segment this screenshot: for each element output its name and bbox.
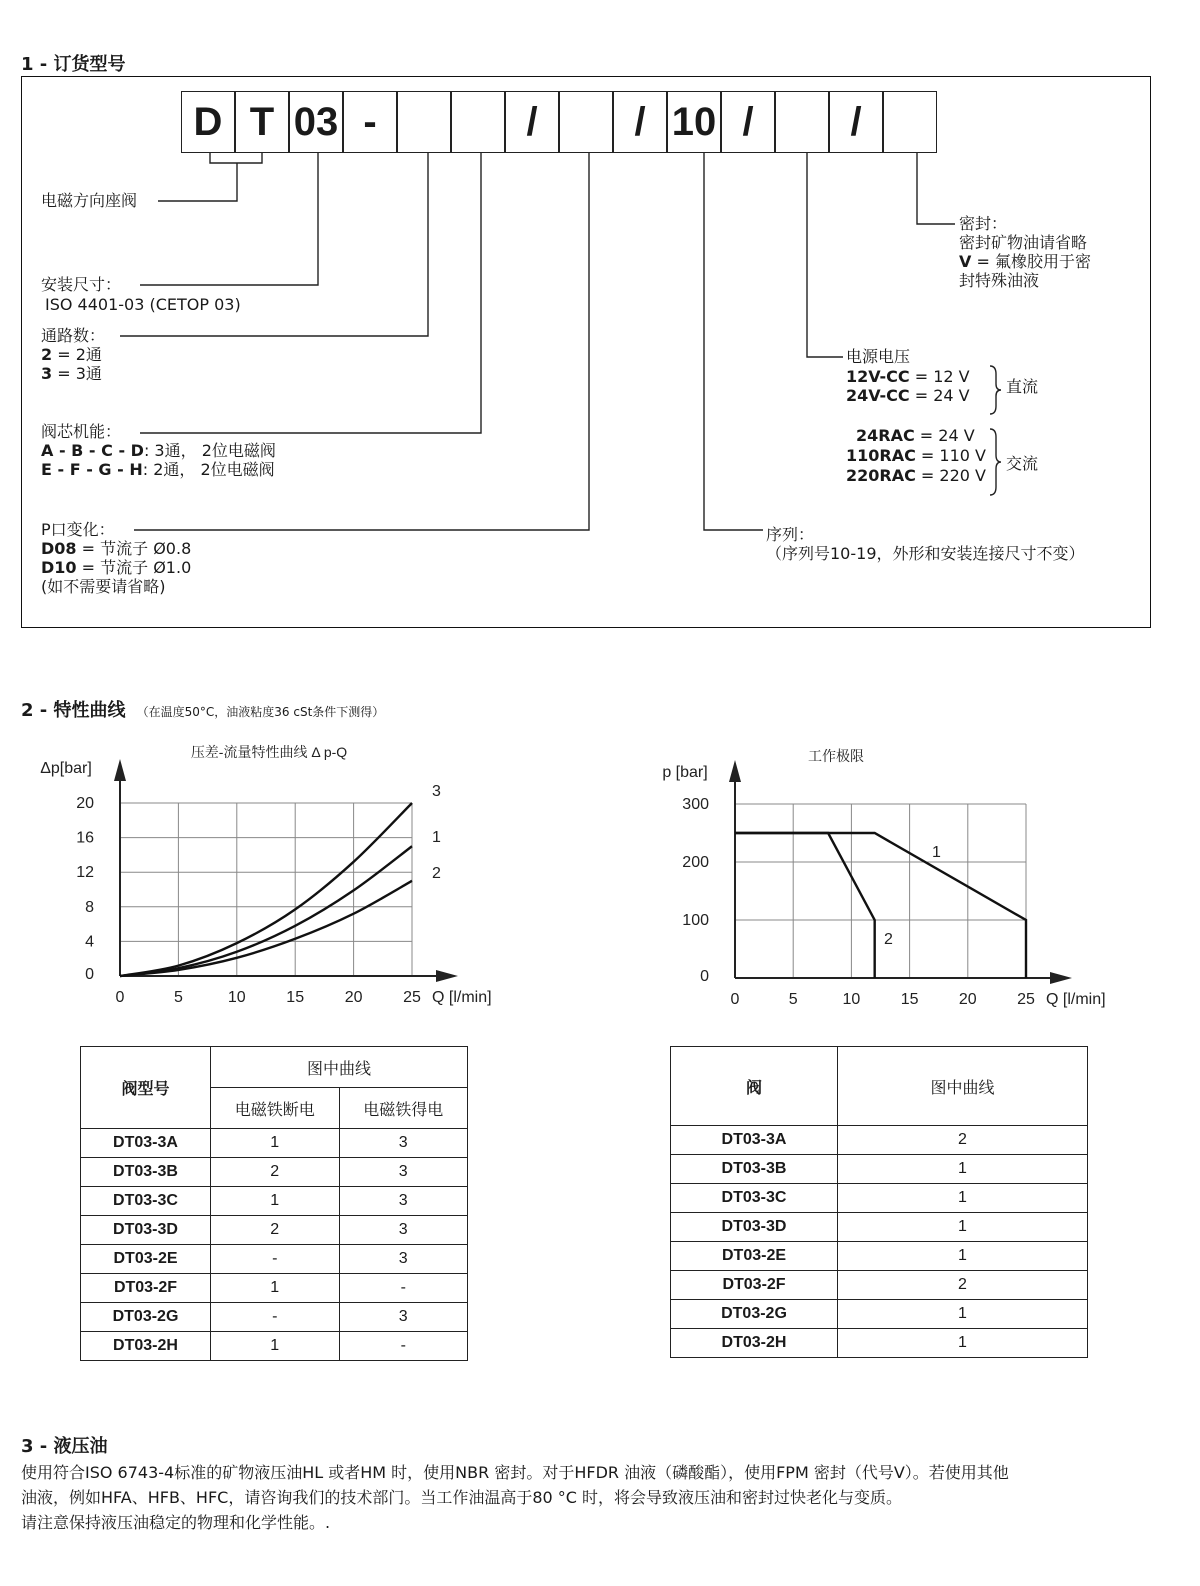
- code-cell: 03: [289, 91, 343, 153]
- x-axis-label: Q [l/min]: [1046, 991, 1106, 1008]
- cell-on: -: [339, 1274, 468, 1303]
- label-series-note: （序列号10-19，外形和安装连接尺寸不变）: [766, 544, 1085, 563]
- x-tick-label: 15: [900, 991, 919, 1008]
- th-de-energized: 电磁铁断电: [211, 1088, 340, 1129]
- th-curve: 图中曲线: [211, 1047, 468, 1088]
- cell-model: DT03-2G: [671, 1300, 838, 1329]
- x-axis-arrow: [436, 970, 458, 982]
- label-spool-1: A - B - C - D: 3通， 2位电磁阀: [41, 441, 276, 460]
- section3-title: 3 - 液压油: [21, 1436, 108, 1457]
- cell-model: DT03-3B: [671, 1155, 838, 1184]
- cell-curve: 1: [838, 1213, 1088, 1242]
- cell-on: 3: [339, 1158, 468, 1187]
- y-axis-arrow: [114, 759, 126, 781]
- label-ac-2: 110RAC = 110 V: [846, 446, 986, 465]
- curve-table-left: [80, 1046, 468, 1361]
- label-voltage-title: 电源电压: [846, 347, 911, 366]
- label-spool-title: 阀芯机能：: [41, 422, 122, 441]
- section1-title: 1 - 订货型号: [21, 54, 126, 75]
- section2-title: 2 - 特性曲线: [21, 700, 126, 721]
- table-row: [671, 1184, 1088, 1213]
- label-dc: 直流: [1006, 377, 1039, 396]
- x-axis-label: Q [l/min]: [432, 989, 492, 1006]
- th-curve: 图中曲线: [838, 1047, 1088, 1126]
- series-label: 2: [884, 931, 893, 948]
- series-line: [735, 833, 1026, 978]
- chart-title: 压差-流量特性曲线 Δ p-Q: [190, 744, 348, 760]
- cell-curve: 2: [838, 1126, 1088, 1155]
- cell-model: DT03-2F: [671, 1271, 838, 1300]
- chart-operating-limits: [600, 730, 1200, 1020]
- x-tick-label: 10: [842, 991, 861, 1008]
- chart-pressure-drop: [0, 730, 600, 1020]
- cell-on: 3: [339, 1245, 468, 1274]
- cell-curve: 2: [838, 1271, 1088, 1300]
- cell-off: 1: [211, 1332, 340, 1361]
- label-ac-1: 24RAC = 24 V: [856, 426, 975, 445]
- x-axis-arrow: [1050, 972, 1072, 984]
- cell-curve: 1: [838, 1242, 1088, 1271]
- code-cell: /: [829, 91, 883, 153]
- cell-model: DT03-2F: [81, 1274, 211, 1303]
- y-tick-label: 0: [85, 966, 94, 983]
- y-tick-label: 100: [682, 912, 709, 929]
- cell-on: 3: [339, 1129, 468, 1158]
- table-row: [671, 1213, 1088, 1242]
- cell-on: -: [339, 1332, 468, 1361]
- cell-off: -: [211, 1303, 340, 1332]
- cell-model: DT03-3A: [671, 1126, 838, 1155]
- label-seal-2: V = 氟橡胶用于密: [959, 252, 1091, 271]
- cell-model: DT03-2G: [81, 1303, 211, 1332]
- cell-model: DT03-3A: [81, 1129, 211, 1158]
- table-row: [81, 1332, 468, 1361]
- section3-line-2: 油液，例如HFA、HFB、HFC，请咨询我们的技术部门。当工作油温高于80 °C 时，将会导致液压油和密封过快老化与变质。: [21, 1488, 903, 1507]
- code-cell: /: [613, 91, 667, 153]
- label-ac: 交流: [1006, 454, 1039, 473]
- code-cell: T: [235, 91, 289, 153]
- x-tick-label: 5: [788, 991, 798, 1008]
- cell-model: DT03-2H: [81, 1332, 211, 1361]
- y-tick-label: 20: [76, 795, 94, 812]
- x-tick-label: 10: [227, 989, 246, 1006]
- chart-title: 工作极限: [808, 748, 864, 764]
- cell-model: DT03-3B: [81, 1158, 211, 1187]
- section3-line-1: 使用符合ISO 6743-4标准的矿物液压油HL 或者HM 时，使用NBR 密封。对于HFDR 油液（磷酸酯），使用FPM 密封（代号V）。若使用其他: [21, 1463, 1009, 1482]
- label-port-2: D10 = 节流子 Ø1.0: [41, 558, 192, 577]
- cell-model: DT03-2E: [671, 1242, 838, 1271]
- series-line: [735, 833, 875, 978]
- section3-body: [21, 1460, 1181, 1535]
- cell-curve: 1: [838, 1300, 1088, 1329]
- y-tick-label: 16: [76, 829, 94, 847]
- cell-model: DT03-3C: [671, 1184, 838, 1213]
- label-port-note: (如不需要请省略): [41, 577, 166, 596]
- x-tick-label: 25: [1017, 991, 1035, 1008]
- section2-heading: [21, 696, 384, 722]
- cell-on: 3: [339, 1216, 468, 1245]
- y-axis-arrow: [729, 760, 741, 782]
- code-cell: D: [181, 91, 235, 153]
- cell-off: 1: [211, 1129, 340, 1158]
- cell-off: 1: [211, 1274, 340, 1303]
- cell-on: 3: [339, 1187, 468, 1216]
- cell-off: 2: [211, 1158, 340, 1187]
- cell-model: DT03-3D: [81, 1216, 211, 1245]
- y-axis-label: p [bar]: [662, 764, 708, 781]
- table-row: [81, 1245, 468, 1274]
- table-row: [671, 1271, 1088, 1300]
- cell-off: 1: [211, 1187, 340, 1216]
- cell-model: DT03-3D: [671, 1213, 838, 1242]
- table-row: [81, 1216, 468, 1245]
- series-label: 2: [432, 865, 441, 882]
- table-row: [671, 1155, 1088, 1184]
- x-tick-label: 20: [344, 989, 363, 1006]
- label-ways-title: 通路数：: [41, 326, 106, 345]
- label-seal-1: 密封矿物油请省略: [959, 233, 1088, 252]
- table-row: [81, 1158, 468, 1187]
- th-energized: 电磁铁得电: [339, 1088, 468, 1129]
- cell-model: DT03-2E: [81, 1245, 211, 1274]
- series-label: 1: [932, 844, 941, 861]
- table-row: [81, 1129, 468, 1158]
- cell-off: -: [211, 1245, 340, 1274]
- cell-on: 3: [339, 1303, 468, 1332]
- cell-model: DT03-3C: [81, 1187, 211, 1216]
- table-row: [81, 1274, 468, 1303]
- table-row: [81, 1187, 468, 1216]
- section3-line-3: 请注意保持液压油稳定的物理和化学性能。.: [21, 1513, 331, 1532]
- x-tick-label: 20: [958, 991, 977, 1008]
- table-row: [81, 1303, 468, 1332]
- series-label: 3: [432, 783, 441, 800]
- cell-curve: 1: [838, 1329, 1088, 1358]
- label-series-title: 序列：: [766, 525, 815, 544]
- label-dc-1: 12V-CC = 12 V: [846, 367, 970, 386]
- y-tick-label: 8: [85, 898, 94, 916]
- label-port-title: P口变化：: [41, 520, 115, 539]
- table-row: [671, 1300, 1088, 1329]
- series-line: [120, 846, 412, 976]
- x-tick-label: 15: [286, 989, 305, 1006]
- y-tick-label: 200: [682, 854, 709, 871]
- cell-curve: 1: [838, 1155, 1088, 1184]
- table-row: [671, 1329, 1088, 1358]
- cell-off: 2: [211, 1216, 340, 1245]
- th-valve: 阀: [671, 1047, 838, 1126]
- code-cell: /: [721, 91, 775, 153]
- label-mount-value: ISO 4401-03 (CETOP 03): [45, 295, 241, 314]
- label-ac-3: 220RAC = 220 V: [846, 466, 986, 485]
- label-ways-2: 2 = 2通: [41, 345, 102, 364]
- label-spool-2: E - F - G - H: 2通， 2位电磁阀: [41, 460, 275, 479]
- y-tick-label: 12: [76, 864, 94, 882]
- table-row: [671, 1242, 1088, 1271]
- label-ways-3: 3 = 3通: [41, 364, 102, 383]
- label-seal-title: 密封：: [959, 214, 1008, 233]
- table-row: [671, 1126, 1088, 1155]
- x-tick-label: 25: [403, 989, 421, 1006]
- code-cell: 10: [667, 91, 721, 153]
- label-seal-3: 封特殊油液: [959, 271, 1040, 290]
- label-dc-2: 24V-CC = 24 V: [846, 386, 970, 405]
- curve-table-right: [670, 1046, 1088, 1358]
- cell-model: DT03-2H: [671, 1329, 838, 1358]
- label-valve-type: 电磁方向座阀: [41, 191, 138, 210]
- th-model: 阀型号: [81, 1047, 211, 1129]
- y-tick-label: 300: [682, 796, 709, 813]
- x-tick-label: 5: [173, 989, 183, 1006]
- y-axis-label: Δp[bar]: [40, 760, 92, 777]
- label-port-1: D08 = 节流子 Ø0.8: [41, 539, 192, 558]
- x-tick-label: 0: [115, 989, 125, 1006]
- x-tick-label: 0: [730, 991, 740, 1008]
- y-tick-label: 4: [85, 933, 94, 951]
- label-mount-title: 安装尺寸：: [41, 275, 122, 294]
- series-label: 1: [432, 829, 441, 846]
- section2-subtitle: （在温度50°C，油液粘度36 cSt条件下测得）: [136, 705, 385, 719]
- code-cell: /: [505, 91, 559, 153]
- code-cell: -: [343, 91, 397, 153]
- y-tick-label: 0: [700, 968, 709, 985]
- cell-curve: 1: [838, 1184, 1088, 1213]
